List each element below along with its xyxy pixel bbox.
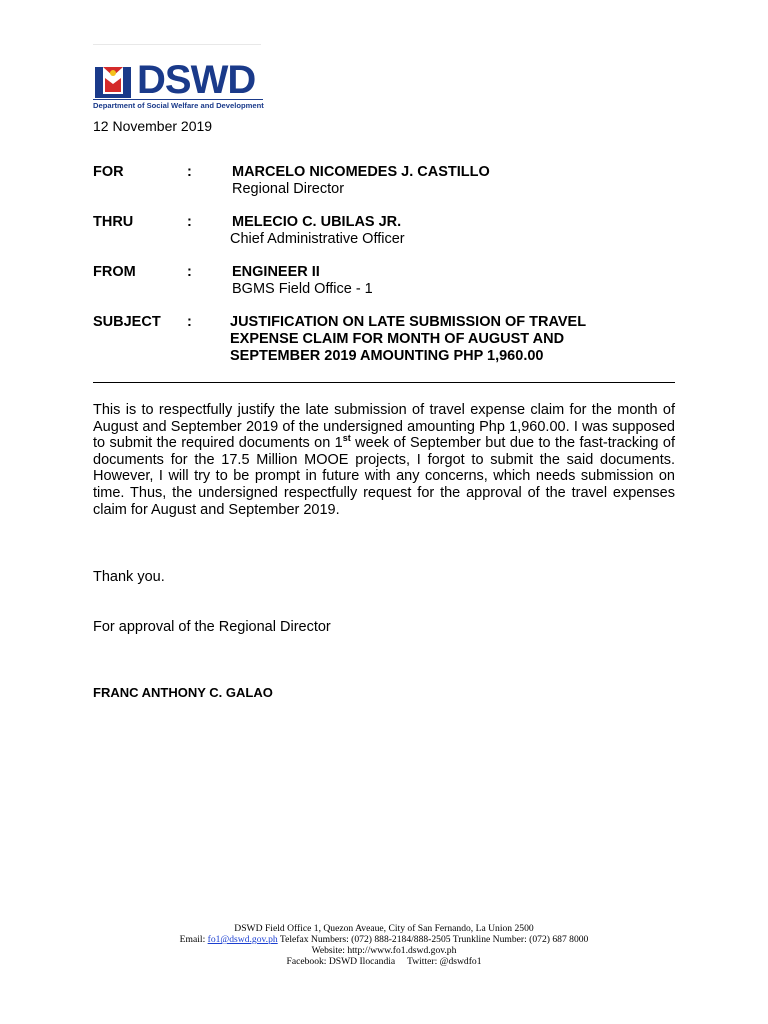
from-name: ENGINEER II [232,264,320,280]
approval-line: For approval of the Regional Director [93,619,331,635]
subject-colon: : [187,314,192,330]
body-text-part2: week of September but due to the fast-tracking of documents for the 17.5 Million MOOE projects, I forgot to submit the said documents. However, I will try to be prompt in future with any concerns, which needs submission on time. Thus, the undersigned respectfully request for the approval of the travel expenses claim for August and September 2019. [93,435,675,518]
body-text-part1: This is to respectfully justify the late submission of travel expense claim for the month of August and September 2019 of the undersigned amounting Php 1,960.00. I was supposed to submit the required documents on 1 [93,402,675,452]
letter-date: 12 November 2019 [93,118,213,134]
body-paragraph [93,402,675,518]
letter-footer [0,923,768,967]
letterhead-rule [93,44,261,45]
thru-colon: : [187,214,192,230]
for-name: MARCELO NICOMEDES J. CASTILLO [232,164,490,180]
for-colon: : [187,164,192,180]
from-title: BGMS Field Office - 1 [232,281,373,297]
subject-text: JUSTIFICATION ON LATE SUBMISSION OF TRAVEL EXPENSE CLAIM FOR MONTH OF AUGUST AND SEPTEMBER 2019 AMOUNTING PHP 1,960.00 [230,314,587,364]
for-title: Regional Director [232,181,345,197]
from-colon: : [187,264,192,280]
footer-email-label: Email: [179,934,208,945]
footer-address: DSWD Field Office 1, Quezon Aveaue, City of San Fernando, La Union 2500 [234,923,534,934]
thru-title: Chief Administrative Officer [230,231,405,247]
footer-contact [0,934,768,945]
thru-name: MELECIO C. UBILAS JR. [232,214,402,230]
from-label: FROM [93,264,136,280]
body-superscript: st [342,433,351,444]
footer-social: Facebook: DSWD Ilocandia Twitter: @dswdfo1 [286,956,482,967]
header-divider [93,382,675,383]
for-label: FOR [93,164,124,180]
footer-phone-numbers: Telefax Numbers: (072) 888-2184/888-2505 Trunkline Number: (072) 687 8000 [277,934,589,945]
closing-thanks: Thank you. [93,569,165,585]
thru-label: THRU [93,214,134,230]
subject-label: SUBJECT [93,314,161,330]
footer-email-link[interactable]: fo1@dswd.gov.ph [207,934,278,945]
logo-subtitle: Department of Social Welfare and Development [93,101,264,110]
logo-wordmark: DSWD [137,58,256,102]
dswd-emblem-icon [93,64,133,100]
dswd-logo [93,58,264,112]
footer-website: Website: http://www.fo1.dswd.gov.ph [311,945,457,956]
signatory-name: FRANC ANTHONY C. GALAO [93,685,273,700]
